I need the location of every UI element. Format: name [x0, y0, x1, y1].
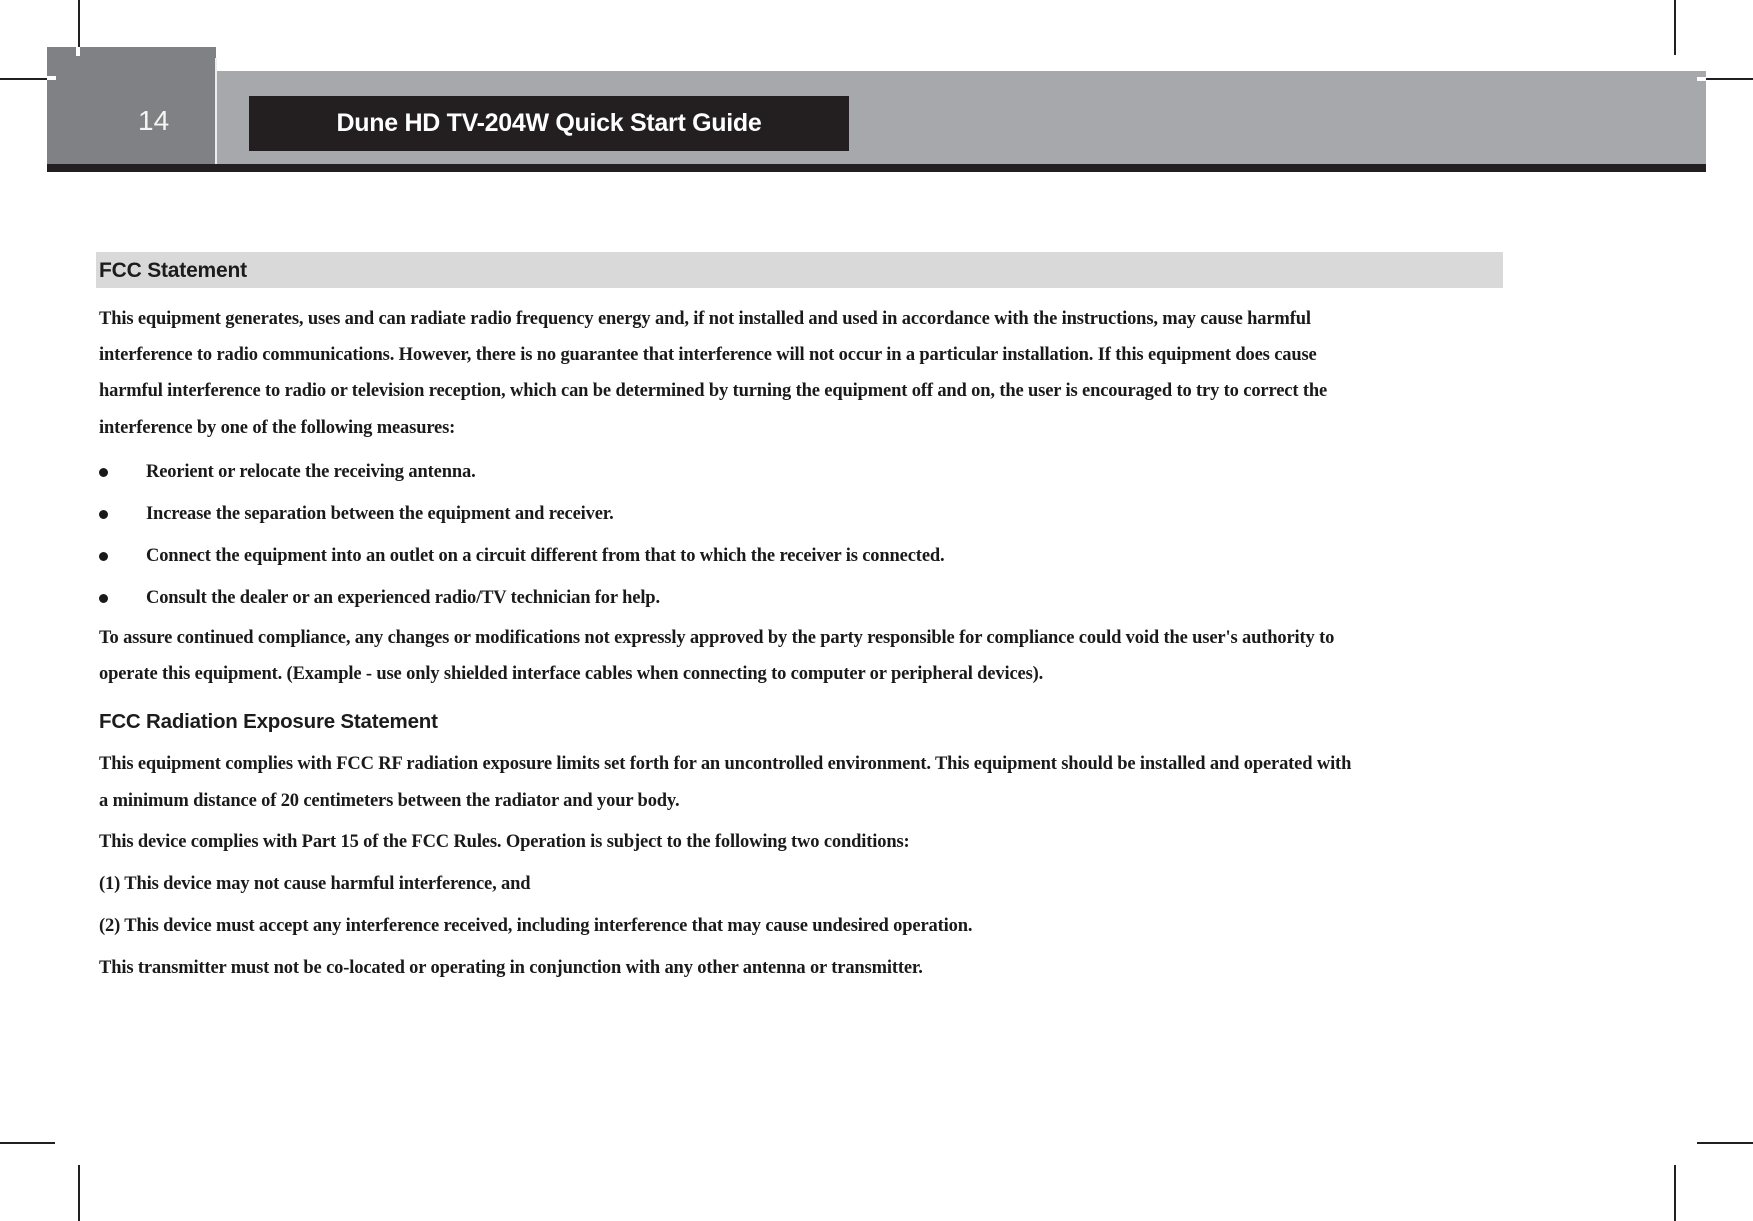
section-heading-band — [96, 252, 1503, 288]
paragraph-line: interference to radio communications. However, there is no guarantee that interference will not occur in a particular installation. If this equipment does cause — [99, 345, 1317, 365]
radiation-line: a minimum distance of 20 centimeters between the radiator and your body. — [99, 791, 680, 811]
bullet-icon — [99, 552, 108, 561]
crop-mark-bottom-left-vertical — [78, 1165, 80, 1221]
bullet-icon — [99, 594, 108, 603]
crop-notch — [76, 47, 80, 56]
compliance-line: To assure continued compliance, any changes or modifications not expressly approved by the party responsible for compliance could void the user's authority to — [99, 628, 1335, 648]
list-item-text: Reorient or relocate the receiving antenna. — [146, 462, 476, 482]
compliance-line: operate this equipment. (Example - use only shielded interface cables when connecting to computer or peripheral devices). — [99, 664, 1044, 684]
page-number-tab — [47, 47, 216, 164]
page-number: 14 — [138, 105, 170, 136]
list-item-text: Increase the separation between the equipment and receiver. — [146, 504, 614, 524]
bullet-icon — [99, 468, 108, 477]
crop-notch — [1697, 77, 1706, 81]
crop-mark-top-right-vertical — [1674, 0, 1676, 55]
crop-mark-bottom-right-vertical — [1674, 1165, 1676, 1221]
crop-notch — [47, 76, 56, 80]
document-title-box — [249, 96, 849, 151]
condition-line: (2) This device must accept any interference received, including interference that may cause undesired operation. — [99, 916, 973, 936]
crop-mark-bottom-right-horizontal — [1697, 1142, 1753, 1144]
section-heading-fcc-statement: FCC Statement — [99, 259, 247, 282]
list-item-text: Consult the dealer or an experienced radio/TV technician for help. — [146, 588, 660, 608]
radiation-line: This equipment complies with FCC RF radiation exposure limits set forth for an uncontrolled environment. This equipment should be installed and operated with — [99, 754, 1352, 774]
list-item-text: Connect the equipment into an outlet on a circuit different from that to which the receiver is connected. — [146, 546, 945, 566]
section-heading-radiation-exposure: FCC Radiation Exposure Statement — [99, 710, 438, 733]
condition-line: (1) This device may not cause harmful interference, and — [99, 874, 531, 894]
crop-mark-bottom-left-horizontal — [0, 1142, 55, 1144]
paragraph-line: This equipment generates, uses and can radiate radio frequency energy and, if not installed and used in accordance with the instructions, may cause harmful — [99, 309, 1311, 329]
paragraph-line: harmful interference to radio or television reception, which can be determined by turning the equipment off and on, the user is encouraged to try to correct the — [99, 381, 1328, 401]
header-rule — [47, 164, 1706, 172]
document-title: Dune HD TV-204W Quick Start Guide — [336, 109, 762, 137]
bullet-icon — [99, 510, 108, 519]
paragraph-line: interference by one of the following measures: — [99, 418, 456, 438]
radiation-line: This transmitter must not be co-located or operating in conjunction with any other antenna or transmitter. — [99, 958, 923, 978]
radiation-line: This device complies with Part 15 of the FCC Rules. Operation is subject to the following two conditions: — [99, 832, 910, 852]
